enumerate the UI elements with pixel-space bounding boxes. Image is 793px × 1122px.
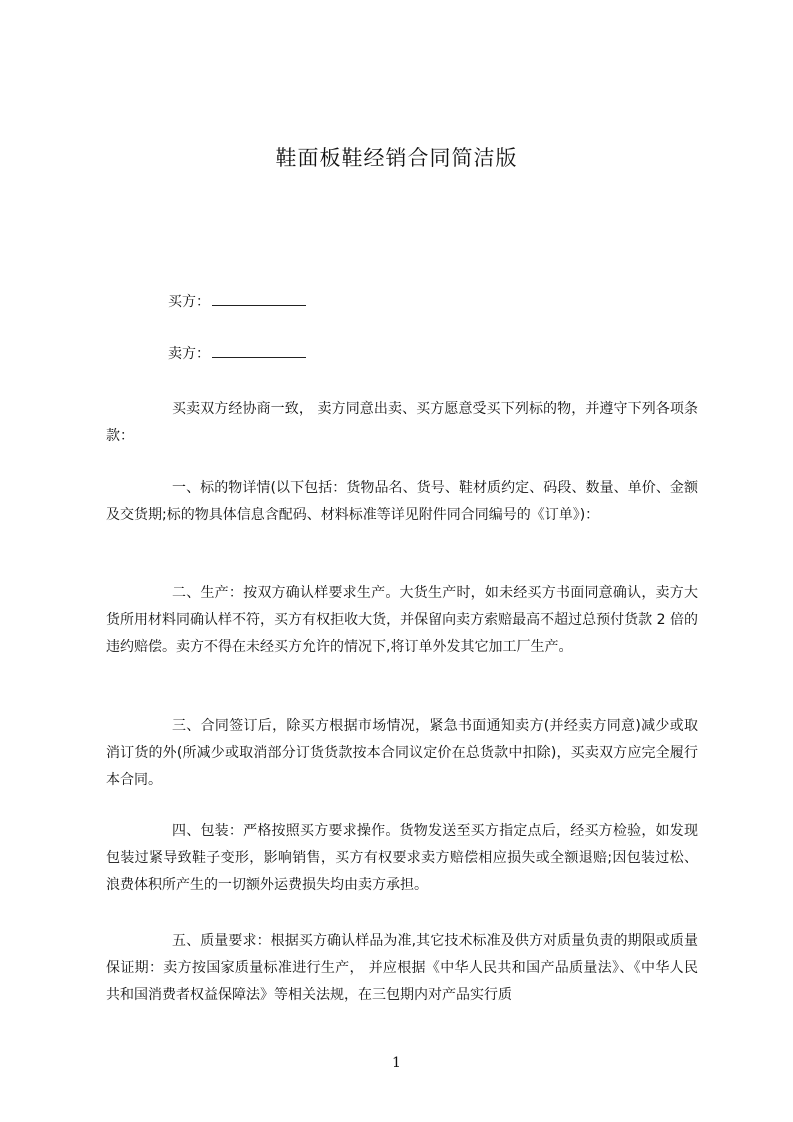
paragraph-clause-3: 三、合同签订后，除买方根据市场情况，紧急书面通知卖方(并经卖方同意)减少或取消订货的外(所减少或取消部分订货货款按本合同议定价在总货款中扣除)，买卖双方应完全履行本合同。 bbox=[106, 718, 698, 788]
buyer-label: 买方： bbox=[168, 294, 210, 310]
seller-blank-line bbox=[212, 343, 306, 358]
document-title: 鞋面板鞋经销合同简洁版 bbox=[275, 146, 518, 170]
paragraph-clause-4: 四、包装：严格按照买方要求操作。货物发送至买方指定点后，经买方检验，如发现包装过紧导致鞋子变形，影响销售，买方有权要求卖方赔偿相应损失或全额退赔;因包装过松、浪费体积所产生的一切额外运费损失均由卖方承担。 bbox=[106, 823, 698, 893]
paragraph-intro: 买卖双方经协商一致， 卖方同意出卖、买方愿意受买下列标的物，并遵守下列各项条款： bbox=[106, 401, 698, 444]
seller-field bbox=[168, 343, 306, 365]
buyer-blank-line bbox=[212, 291, 306, 306]
buyer-field bbox=[168, 291, 306, 313]
seller-label: 卖方： bbox=[168, 346, 210, 362]
paragraph-clause-2: 二、生产：按双方确认样要求生产。大货生产时，如未经买方书面同意确认，卖方大货所用材料同确认样不符，买方有权拒收大货，并保留向卖方索赔最高不超过总预付货款 2 倍的违约赔偿。卖方不得在未经买方允许的情况下,将订单外发其它加工厂生产。 bbox=[106, 585, 698, 655]
paragraph-clause-1: 一、标的物详情(以下包括：货物品名、货号、鞋材质约定、码段、数量、单价、金额及交货期;标的物具体信息含配码、材料标准等详见附件同合同编号的《订单》)： bbox=[106, 480, 698, 523]
paragraph-clause-5: 五、质量要求：根据买方确认样品为准,其它技术标准及供方对质量负责的期限或质量保证期：卖方按国家质量标准进行生产， 并应根据《中华人民共和国产品质量法》、《中华人民共和国消费者权益保障法》等相关法规，在三包期内对产品实行质 bbox=[106, 933, 698, 1003]
page-number: 1 bbox=[392, 1055, 401, 1071]
